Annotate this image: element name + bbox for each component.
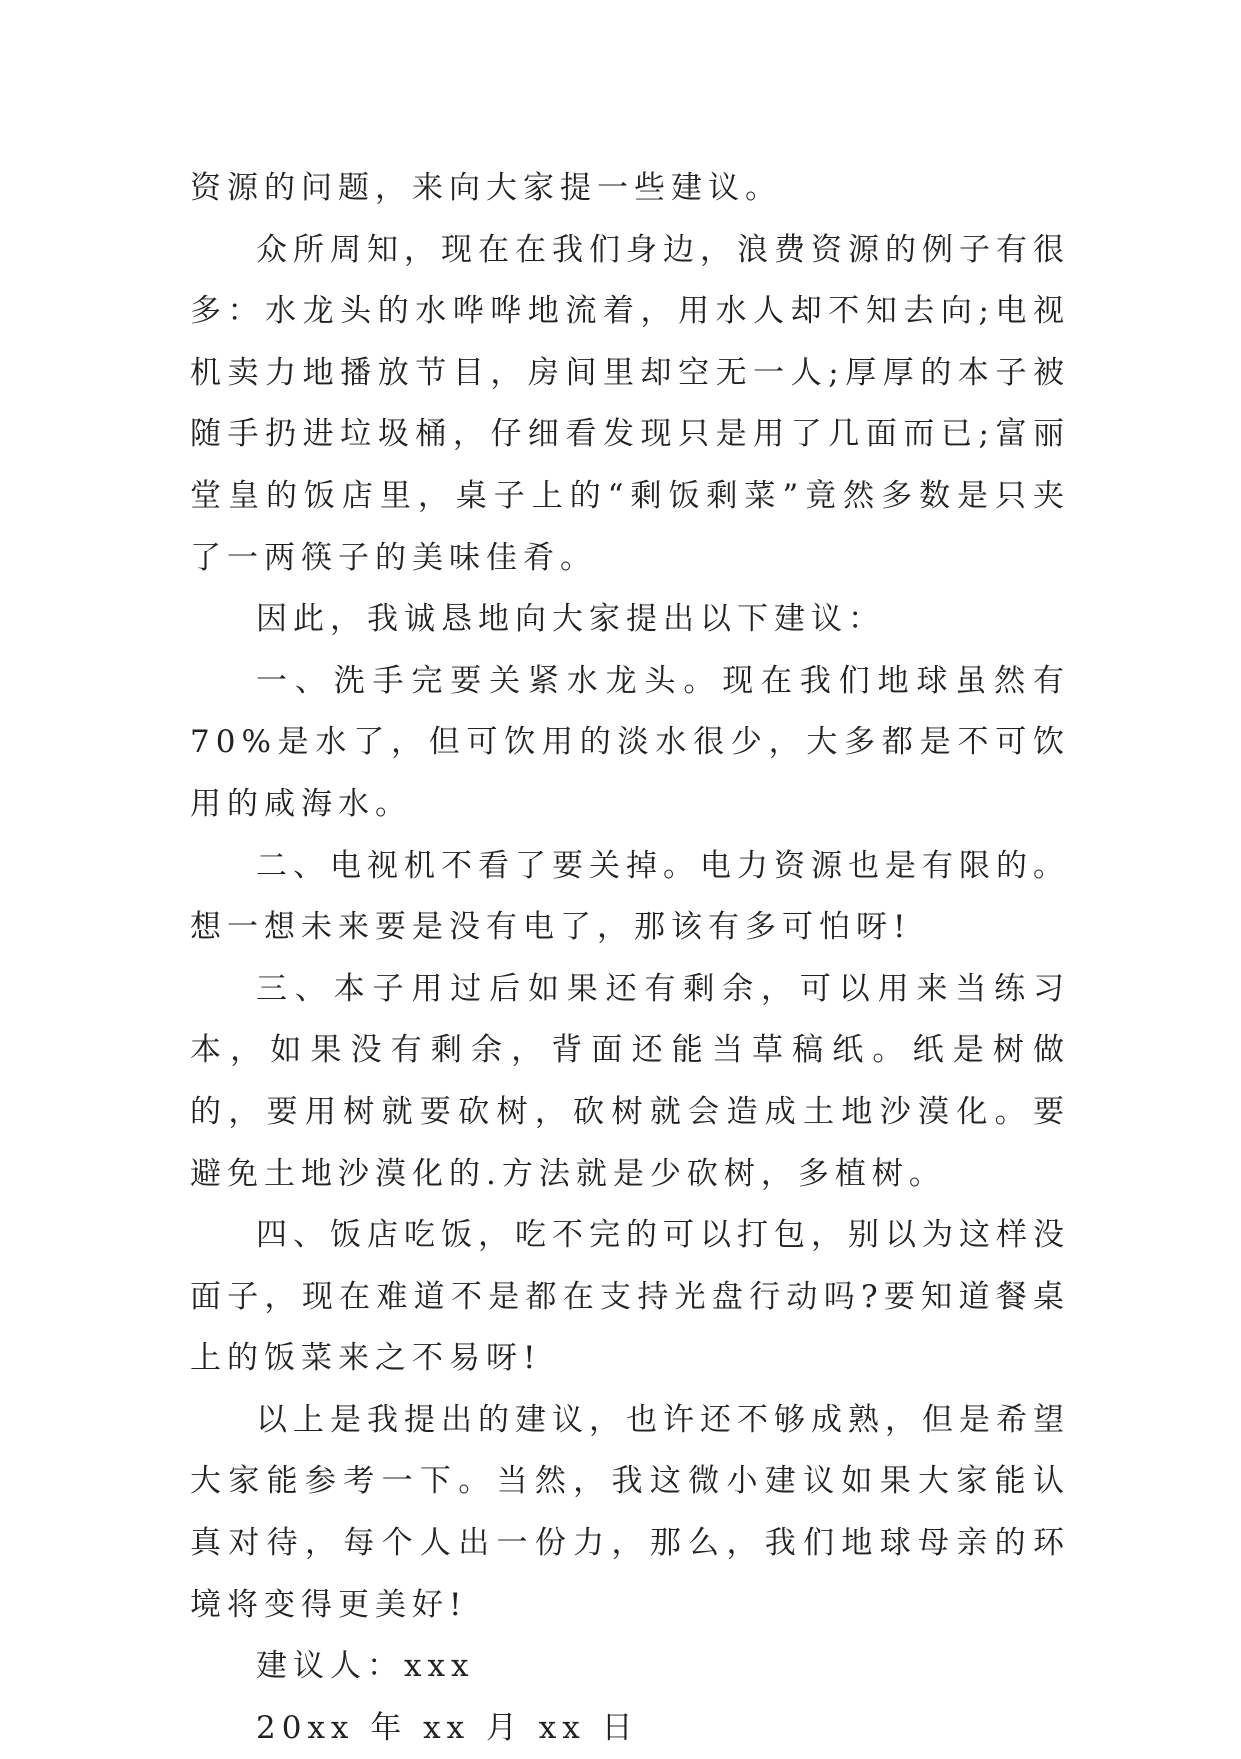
paragraph-suggestion-3: 三、本子用过后如果还有剩余，可以用来当练习本，如果没有剩余，背面还能当草稿纸。纸是树做的，要用树就要砍树，砍树就会造成土地沙漠化。要避免土地沙漠化的.方法就是少砍树，多植树。: [190, 970, 1070, 1192]
letter-body: [190, 158, 1070, 1759]
paragraph-suggestion-1: 一、洗手完要关紧水龙头。现在我们地球虽然有 70%是水了，但可饮用的淡水很少，大多都是不可饮用的咸海水。: [190, 662, 1070, 822]
paragraph-suggestion-2: 二、电视机不看了要关掉。电力资源也是有限的。想一想未来要是没有电了，那该有多可怕呀!: [190, 847, 1070, 946]
paragraph-conclusion: 以上是我提出的建议，也许还不够成熟，但是希望大家能参考一下。当然，我这微小建议如果大家能认真对待，每个人出一份力，那么，我们地球母亲的环境将变得更美好!: [190, 1401, 1070, 1623]
paragraph-continuation: 资源的问题，来向大家提一些建议。: [190, 170, 782, 206]
paragraph-suggestions-intro: 因此，我诚恳地向大家提出以下建议：: [256, 601, 885, 638]
signature-date: 20xx 年 xx 月 xx 日: [256, 1709, 639, 1746]
paragraph-waste-examples: 众所周知，现在在我们身边，浪费资源的例子有很多：水龙头的水哗哗地流着，用水人却不知去向;电视机卖力地播放节目，房间里却空无一人;厚厚的本子被随手扔进垃圾桶，仔细看发现只是用了几面而已;富丽堂皇的饭店里，桌子上的“剩饭剩菜”竟然多数是只夹了一两筷子的美味佳肴。: [190, 231, 1070, 576]
paragraph-suggestion-4: 四、饭店吃饭，吃不完的可以打包，别以为这样没面子，现在难道不是都在支持光盘行动吗?要知道餐桌上的饭菜来之不易呀!: [190, 1217, 1070, 1377]
signature-proposer: 建议人：xxx: [256, 1648, 475, 1685]
